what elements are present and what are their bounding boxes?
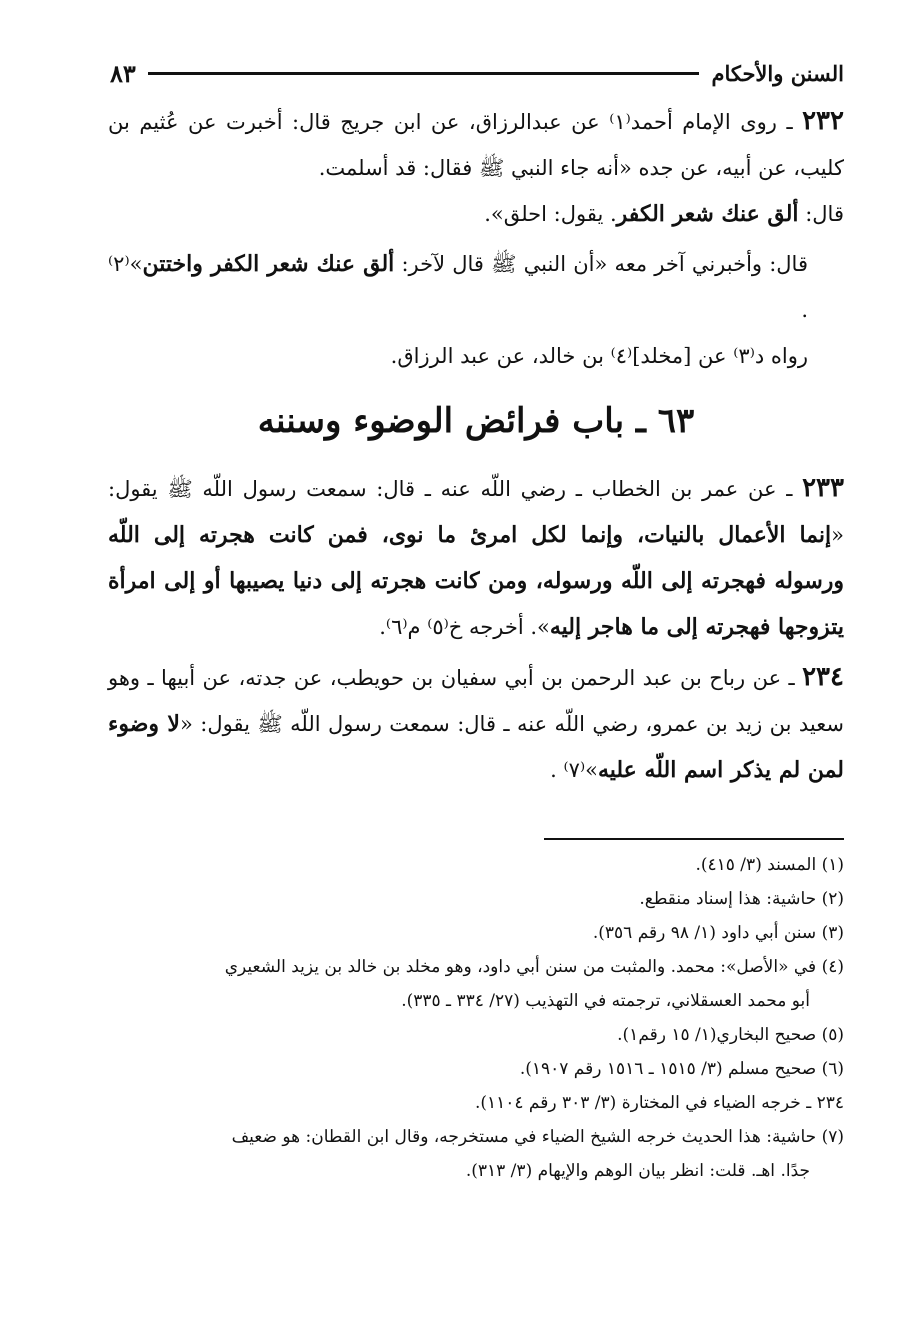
header-rule — [148, 72, 700, 75]
running-title: السنن والأحكام — [711, 60, 844, 86]
hadith-quote: ألق عنك شعر الكفر — [616, 201, 799, 227]
footnote-1: (١) المسند (٣/ ٤١٥). — [695, 855, 844, 875]
main-text — [108, 98, 844, 793]
text: رواه د⁽٣⁾ عن [مخلد]⁽٤⁾ بن خالد، عن عبد الرزاق. — [390, 344, 808, 368]
text: »⁽٢⁾ . — [108, 252, 808, 322]
chapter-title: ٦٣ ـ باب فرائض الوضوء وسننه — [257, 401, 695, 441]
footnote-4: (٤) في «الأصل»: محمد. والمثبت من سنن أبي داود، وهو مخلد بن خالد بن يزيد الشعيري — [224, 957, 844, 977]
text: . يقول: احلق». — [484, 202, 617, 226]
hadith-234 — [108, 654, 844, 793]
hadith-text: ـ عن عمر بن الخطاب ـ رضي اللّه عنه ـ قال: سمعت رسول اللّه ﷺ — [167, 477, 803, 501]
footnote-4-continued: أبو محمد العسقلاني، ترجمته في التهذيب (٢٧/ ٣٣٤ ـ ٣٣٥). — [401, 991, 810, 1011]
hadith-232 — [108, 98, 844, 191]
text: قال: — [798, 202, 844, 226]
text: قال: وأخبرني آخر معه «أن النبي ﷺ قال لآخر: — [394, 252, 808, 276]
hadith-number: ٢٣٢ — [802, 106, 844, 136]
hadith-number: ٢٣٣ — [802, 473, 844, 503]
footnote-234-note: ٢٣٤ ـ خرجه الضياء في المختارة (٣/ ٣٠٣ رقم ١١٠٤). — [474, 1093, 844, 1113]
hadith-232-source — [108, 333, 844, 379]
text: ». أخرجه خ⁽٥⁾ م⁽٦⁾. — [379, 615, 550, 639]
hadith-text: ـ عن رباح بن عبد الرحمن بن أبي سفيان بن حويطب، عن جدته، عن أبيها ـ وهو سعيد بن زيد بن عمرو، رضي اللّه عنه ـ قال: سمعت رسول اللّه ﷺ يقول: « — [108, 666, 844, 736]
hadith-number: ٢٣٤ — [802, 662, 844, 692]
footnotes — [100, 848, 844, 1188]
text: يقول: « — [108, 477, 844, 547]
footnote-7-continued: جدًا. اهـ. قلت: انظر بيان الوهم والإيهام (٣/ ٣١٣). — [465, 1161, 810, 1181]
hadith-233 — [108, 465, 844, 650]
hadith-232-second — [108, 241, 844, 333]
footnote-2: (٢) حاشية: هذا إسناد منقطع. — [639, 889, 844, 909]
page-header — [110, 56, 844, 90]
text: »⁽٧⁾ . — [550, 758, 598, 782]
footnote-separator — [544, 838, 844, 840]
hadith-232-quote — [108, 191, 844, 237]
footnote-6: (٦) صحيح مسلم (٣/ ١٥١٥ ـ ١٥١٦ رقم ١٩٠٧). — [519, 1059, 844, 1079]
footnote-3: (٣) سنن أبي داود (١/ ٩٨ رقم ٣٥٦). — [592, 923, 844, 943]
hadith-quote: إنما الأعمال بالنيات، وإنما لكل امرئ ما نوى، فمن كانت هجرته إلى اللّه ورسوله فهجرته إلى اللّه ورسوله، ومن كانت هجرته إلى دنيا يصيبها أو إلى امرأة يتزوجها فهجرته إلى ما هاجر إليه — [108, 522, 844, 640]
page-number: ٨٣ — [110, 58, 136, 88]
footnote-5: (٥) صحيح البخاري(١/ ١٥ رقم١). — [617, 1025, 844, 1045]
hadith-text: عُثيم بن كليب، عن أبيه، عن جده «أنه جاء النبي ﷺ فقال: قد أسلمت. — [108, 110, 844, 180]
footnote-7: (٧) حاشية: هذا الحديث خرجه الشيخ الضياء في مستخرجه، وقال ابن القطان: هو ضعيف — [231, 1127, 844, 1147]
hadith-text: ـ روى الإمام أحمد⁽١⁾ عن عبدالرزاق، عن ابن جريج قال: أخبرت عن — [188, 110, 803, 134]
hadith-quote: لا وضوء لمن لم يذكر اسم اللّه عليه — [108, 711, 844, 783]
hadith-quote: ألق عنك شعر الكفر واختتن — [142, 251, 395, 277]
